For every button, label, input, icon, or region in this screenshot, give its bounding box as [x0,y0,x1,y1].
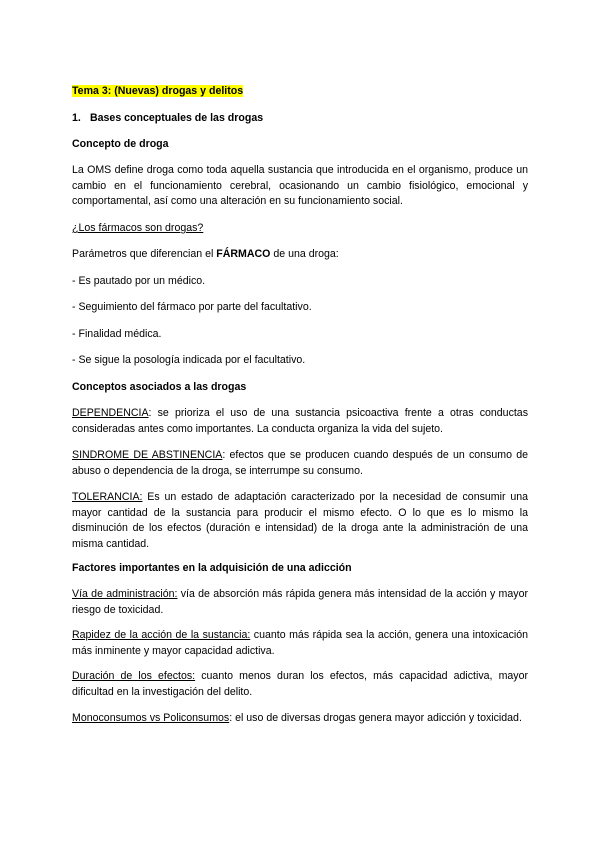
factor-rapidez [72,628,528,659]
concepto-heading: Concepto de droga [72,138,169,150]
factor-term: Duración de los efectos: [72,670,196,682]
concepto-paragraph: La OMS define droga como toda aquella sustancia que introducida en el organismo, produce un cambio en el funcionamiento cerebral, ocasionando un cambio fisiológico, emocional y comportamental, así como una alteración en su funcionamiento social. [72,164,528,207]
list-item: - Se sigue la posología indicada por el facultativo. [72,354,306,366]
section-heading [72,111,528,127]
conceptos-heading: Conceptos asociados a las drogas [72,381,247,393]
definition-text: se prioriza el uso de una sustancia psicoactiva frente a otras conductas consideradas antes como importantes. La conducta organiza la vida del sujeto. [72,407,528,435]
definition-abstinencia [72,448,528,479]
definition-sep: : [139,491,143,503]
farmaco-bold: FÁRMACO [216,248,271,260]
factor-text: vía de absorción más rápida genera más intensidad de la acción y mayor riesgo de toxicidad. [72,588,528,616]
definition-dependencia [72,406,528,437]
definition-tolerancia [72,490,528,552]
document-title [72,84,528,100]
intro-text-before: Parámetros que diferencian el [72,248,217,260]
factores-heading: Factores importantes en la adquisición de una adicción [72,562,352,574]
definition-text: efectos que se producen cuando después de un consumo de abuso o dependencia de la droga, se interrumpe su consumo. [72,449,528,477]
intro-text-after: de una droga: [270,248,339,260]
factor-term: Rapidez de la acción de la sustancia: [72,629,251,641]
definition-sep: : [148,407,152,419]
list-item: - Es pautado por un médico. [72,275,206,287]
definition-term: TOLERANCIA [72,491,140,503]
factor-duracion [72,669,528,700]
factor-text: cuanto menos duran los efectos, más capacidad adictiva, mayor dificultad en la investigación del delito. [72,670,529,698]
factor-term: Monoconsumos vs Policonsumos [72,712,230,724]
section-title: Bases conceptuales de las drogas [90,112,264,124]
factor-term: Vía de administración: [72,588,178,600]
definition-term: SINDROME DE ABSTINENCIA [72,449,223,461]
factor-consumos [72,711,528,727]
factor-text: : el uso de diversas drogas genera mayor adicción y toxicidad. [229,712,522,724]
list-item: - Finalidad médica. [72,328,162,340]
farmacos-intro [72,247,528,263]
farmacos-question: ¿Los fármacos son drogas? [72,222,204,234]
title-highlight: Tema 3: (Nuevas) drogas y delitos [72,85,244,97]
factor-text: cuanto más rápida sea la acción, genera una intoxicación más inminente y mayor capacidad adictiva. [72,629,528,657]
list-item: - Seguimiento del fármaco por parte del facultativo. [72,301,312,313]
factor-via [72,587,528,618]
definition-sep: : [222,449,226,461]
definition-text: Es un estado de adaptación caracterizado por la necesidad de consumir una mayor cantidad de la sustancia para producir el mismo efecto. O lo que es lo mismo la disminución de los efectos (duración e intensidad) de la droga ante la administración de una misma cantidad. [72,491,528,550]
section-number: 1. [72,112,81,124]
definition-term: DEPENDENCIA [72,407,149,419]
